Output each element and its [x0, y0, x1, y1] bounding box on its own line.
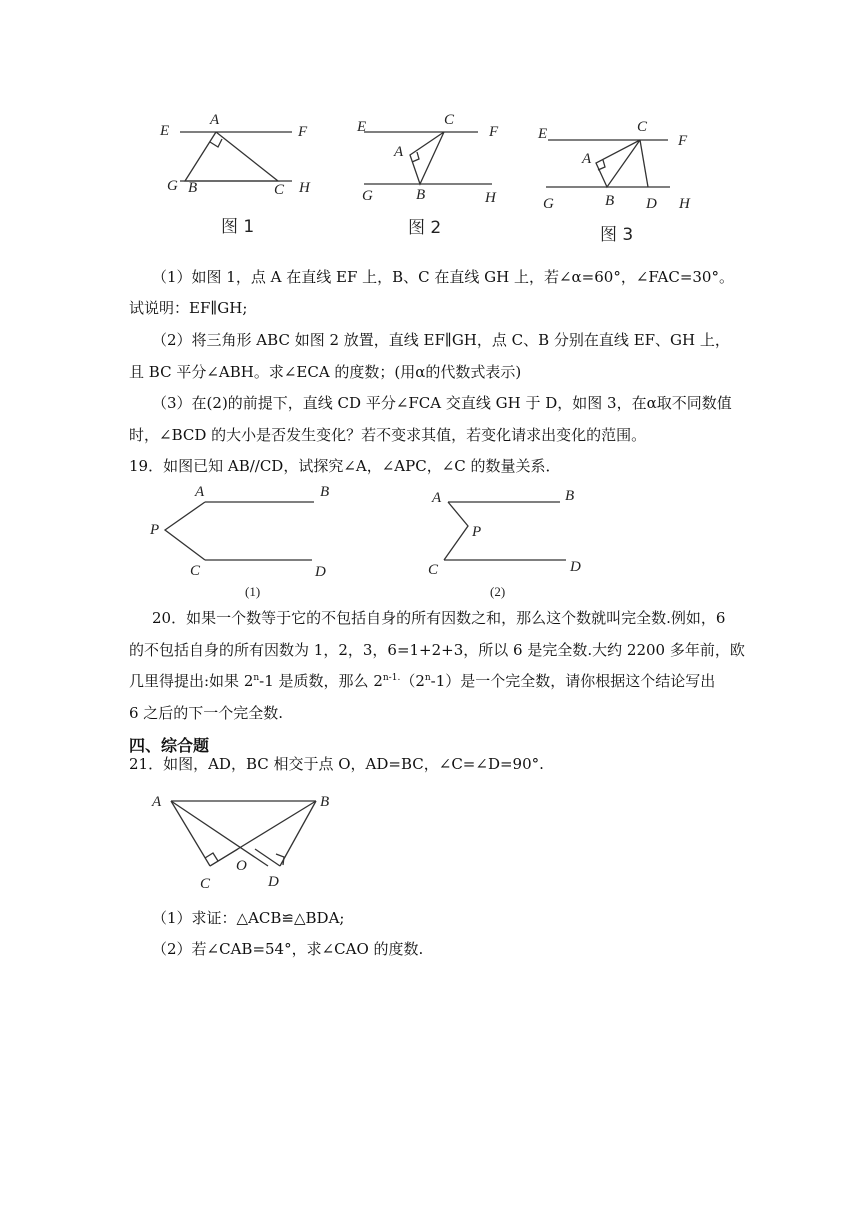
q18-part3-line2: 时，∠BCD 的大小是否发生变化？若不变求其值，若变化请求出变化的范围。: [129, 426, 647, 444]
q18-part2-line1: （2）将三角形 ABC 如图 2 放置，直线 EF∥GH，点 C、B 分别在直线 EF、GH 上，: [152, 331, 730, 349]
q19a-label-c: C: [190, 563, 201, 579]
fig2-label-c: C: [444, 112, 455, 128]
q19a-caption: (1): [245, 584, 261, 599]
q20-line3-sup3: n: [424, 673, 431, 683]
fig3-label-g: G: [543, 196, 554, 212]
q19b-label-c: C: [428, 562, 439, 578]
q19a-label-a: A: [195, 484, 205, 500]
figure-2: [364, 132, 492, 184]
fig1-label-g: G: [167, 178, 178, 194]
q21-label-a: A: [152, 794, 162, 810]
fig3-label-a: A: [582, 151, 592, 167]
q20-line3: [129, 670, 715, 692]
q20-line3-part-a: 几里得提出:如果 2: [129, 672, 254, 690]
q20-line3-part-b: -1 是质数，那么 2: [259, 672, 383, 690]
q18-part1-line1: （1）如图 1，点 A 在直线 EF 上，B、C 在直线 GH 上，若∠α=60°，∠FAC=30°。: [152, 268, 734, 286]
q18-part3-line1: （3）在(2)的前提下，直线 CD 平分∠FCA 交直线 GH 于 D，如图 3，在α取不同数值: [152, 394, 732, 412]
q18-part2-line2: 且 BC 平分∠ABH。求∠ECA 的度数；(用α的代数式表示): [129, 363, 522, 381]
fig2-caption: 图 2: [408, 218, 442, 238]
q20-line2: 的不包括自身的所有因数为 1，2，3，6=1+2+3，所以 6 是完全数.大约 2200 多年前，欧: [129, 641, 745, 659]
q21-label-b: B: [320, 794, 330, 810]
q21-figure: [0, 785, 860, 895]
section-heading: 四、综合题: [129, 736, 210, 755]
fig3-label-h: H: [679, 196, 690, 212]
fig1-label-c: C: [274, 182, 285, 198]
q19a-label-p: P: [150, 522, 160, 538]
q19-figure-2: [444, 502, 566, 560]
q20-line3-sup2: n-1.: [382, 673, 401, 683]
q21-stem: 21．如图，AD，BC 相交于点 O，AD=BC，∠C=∠D=90°.: [129, 755, 544, 773]
q19b-label-d: D: [570, 559, 581, 575]
fig3-label-b: B: [605, 193, 615, 209]
figures-row-q18: [0, 100, 860, 250]
fig1-label-a: A: [210, 112, 220, 128]
q18-part1-line2: 试说明：EF∥GH;: [129, 299, 248, 317]
fig2-label-f: F: [489, 124, 499, 140]
q19b-label-p: P: [472, 524, 482, 540]
fig1-label-h: H: [299, 180, 310, 196]
q19-figures: [0, 480, 860, 602]
q21-triangles: [171, 801, 316, 866]
q19-figure-1: [165, 502, 314, 560]
q19b-label-b: B: [565, 488, 575, 504]
q19a-label-b: B: [320, 484, 330, 500]
fig2-label-e: E: [357, 119, 367, 135]
q20-line1: 20．如果一个数等于它的不包括自身的所有因数之和，那么这个数就叫完全数.例如，6: [152, 609, 726, 627]
fig3-caption: 图 3: [600, 225, 634, 245]
q20-line3-part-d: -1）是一个完全数，请你根据这个结论写出: [430, 672, 716, 690]
fig2-label-g: G: [362, 188, 373, 204]
figure-1: [180, 132, 292, 181]
q21-part2: （2）若∠CAB=54°，求∠CAO 的度数.: [152, 940, 424, 958]
fig2-label-a: A: [394, 144, 404, 160]
fig1-label-f: F: [298, 124, 308, 140]
fig3-label-f: F: [678, 133, 688, 149]
q19b-label-a: A: [432, 490, 442, 506]
fig1-label-b: B: [188, 180, 198, 196]
fig3-label-e: E: [538, 126, 548, 142]
fig2-label-h: H: [485, 190, 496, 206]
fig2-label-b: B: [416, 187, 426, 203]
q19-question: 19．如图已知 AB//CD，试探究∠A，∠APC，∠C 的数量关系．: [129, 457, 561, 475]
q21-label-c: C: [200, 876, 211, 892]
q21-label-o: O: [236, 858, 247, 874]
fig3-label-c: C: [637, 119, 648, 135]
q21-label-d: D: [268, 874, 279, 890]
figure-3: [546, 140, 670, 187]
q20-line3-part-c: （2: [400, 672, 425, 690]
q20-line4: 6 之后的下一个完全数.: [129, 704, 284, 722]
fig3-label-d: D: [646, 196, 657, 212]
fig1-caption: 图 1: [221, 217, 255, 237]
fig1-label-e: E: [160, 123, 170, 139]
q19a-label-d: D: [315, 564, 326, 580]
q19b-caption: (2): [490, 584, 506, 599]
q21-part1: （1）求证：△ACB≌△BDA;: [152, 909, 345, 927]
q20-line3-sup1: n: [253, 673, 260, 683]
